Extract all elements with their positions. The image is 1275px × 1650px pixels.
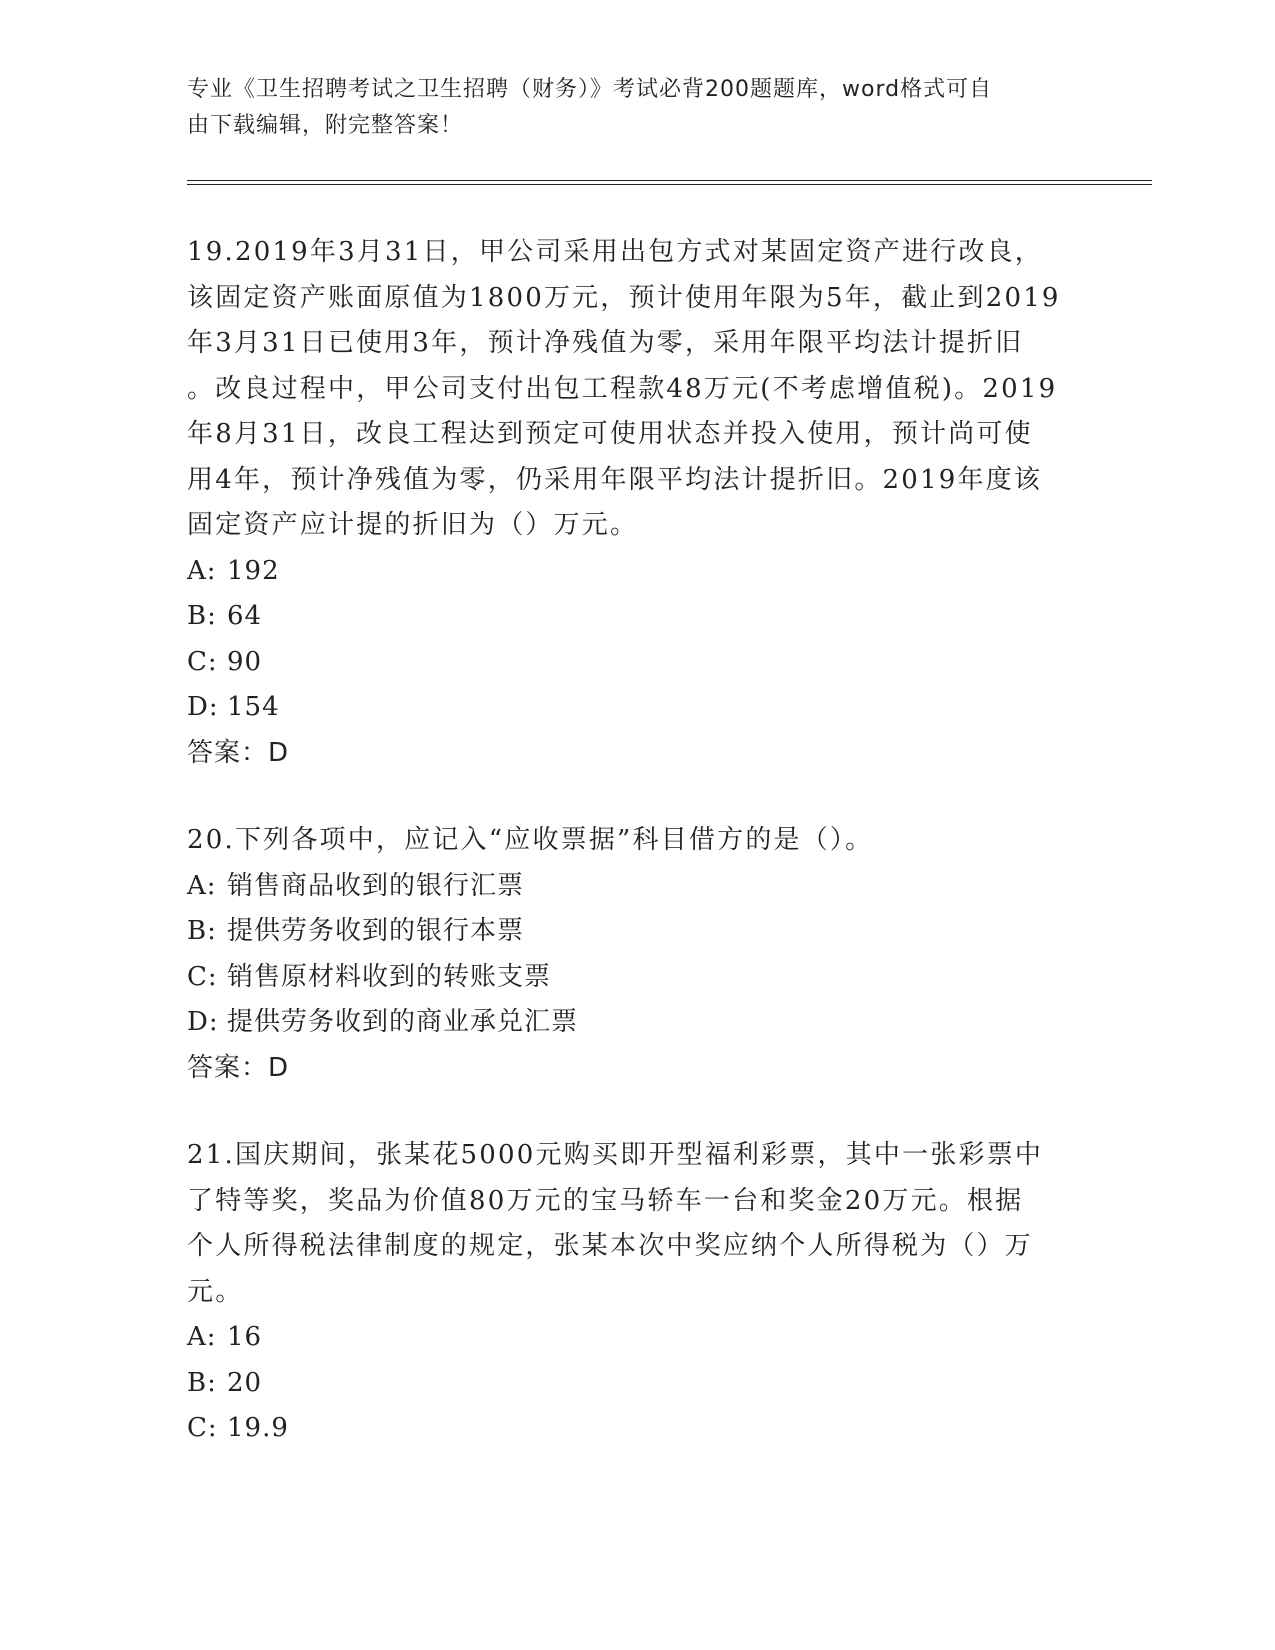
question-stem-line: 年8月31日，改良工程达到预定可使用状态并投入使用，预计尚可使	[187, 419, 1033, 449]
option-key: B:	[187, 916, 217, 946]
option-text: 提供劳务收到的商业承兑汇票	[227, 1007, 579, 1037]
question-21	[187, 1133, 1087, 1452]
option-b	[187, 594, 1087, 640]
option-d	[187, 1000, 1087, 1046]
option-text: 64	[227, 601, 263, 631]
option-key: C:	[187, 961, 218, 992]
question-stem-line: 用4年，预计净残值为零，仍采用年限平均法计提折旧。2019年度该	[187, 464, 1043, 495]
question-stem-line: 了特等奖，奖品为价值80万元的宝马轿车一台和奖金20万元。根据	[187, 1185, 1024, 1216]
header-divider-top	[187, 180, 1152, 181]
header-line-2: 由下载编辑，附完整答案！	[187, 113, 464, 138]
option-text: 20	[227, 1367, 263, 1398]
option-a	[187, 1315, 1087, 1361]
question-stem-line: 该固定资产账面原值为1800万元，预计使用年限为5年，截止到2019	[187, 282, 1061, 313]
option-c	[187, 640, 1087, 686]
option-text: 154	[227, 692, 280, 722]
option-a	[187, 864, 1087, 910]
option-key: A:	[187, 555, 217, 586]
option-key: D:	[187, 692, 219, 722]
question-stem-line: 个人所得税法律制度的规定，张某本次中奖应纳个人所得税为（）万	[187, 1231, 1034, 1261]
option-b	[187, 909, 1087, 955]
option-b	[187, 1361, 1087, 1407]
option-c	[187, 1406, 1087, 1452]
header-line-1: 专业《卫生招聘考试之卫生招聘（财务）》考试必背200题题库，word格式可自	[187, 77, 993, 102]
option-text: 销售原材料收到的转账支票	[227, 961, 552, 992]
option-text: 销售商品收到的银行汇票	[227, 870, 525, 901]
question-stem-line: 19.2019年3月31日，甲公司采用出包方式对某固定资产进行改良，	[187, 237, 1043, 267]
question-19	[187, 230, 1087, 776]
header-divider-bottom	[187, 184, 1152, 185]
option-d	[187, 685, 1087, 731]
option-text: 192	[227, 555, 280, 586]
question-20	[187, 818, 1087, 1091]
question-stem-line: 固定资产应计提的折旧为（）万元。	[187, 510, 639, 540]
option-text: 90	[227, 646, 263, 677]
question-stem-line: 元。	[187, 1276, 244, 1307]
answer-line: 答案：D	[187, 737, 290, 768]
option-key: C:	[187, 646, 218, 677]
option-text: 19.9	[227, 1413, 289, 1443]
option-text: 提供劳务收到的银行本票	[227, 916, 525, 946]
option-text: 16	[227, 1322, 263, 1352]
option-key: B:	[187, 1367, 217, 1398]
question-stem-line: 年3月31日已使用3年，预计净残值为零，采用年限平均法计提折旧	[187, 328, 1024, 358]
answer-line: 答案：D	[187, 1052, 290, 1083]
option-key: B:	[187, 601, 217, 631]
question-stem-line: 20.下列各项中，应记入“应收票据”科目借方的是（）。	[187, 825, 874, 855]
question-stem-line: 21.国庆期间，张某花5000元购买即开型福利彩票，其中一张彩票中	[187, 1140, 1044, 1170]
question-list	[187, 230, 1087, 1494]
option-key: A:	[187, 870, 217, 901]
option-key: C:	[187, 1413, 218, 1443]
option-c	[187, 955, 1087, 1001]
option-key: A:	[187, 1322, 217, 1352]
document-header	[187, 72, 1087, 144]
question-stem-line: 。改良过程中，甲公司支付出包工程款48万元(不考虑增值税)。2019	[187, 373, 1058, 404]
option-a	[187, 549, 1087, 595]
option-key: D:	[187, 1007, 219, 1037]
